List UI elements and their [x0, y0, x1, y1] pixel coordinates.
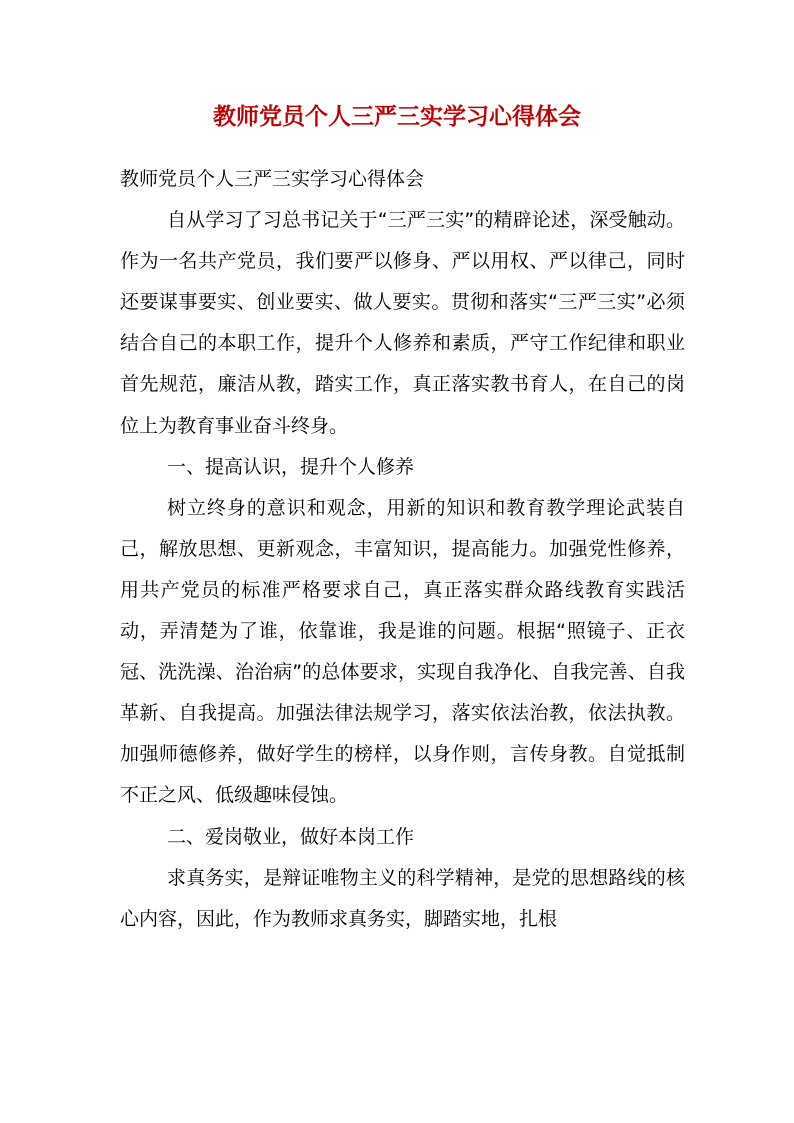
section-heading-2: 二、爱岗敬业，做好本岗工作	[167, 825, 415, 848]
paragraph-section-1: 树立终身的意识和观念，用新的知识和教育教学理论武装自己，解放思想、更新观念，丰富知识，提高能力。加强党性修养，用共产党员的标准严格要求自己，真正落实群众路线教育实践活动，弄清楚为了谁，依靠谁，我是谁的问题。根据“照镜子、正衣冠、洗洗澡、治治病”的总体要求，实现自我净化、自我完善、自我革新、自我提高。加强法律法规学习，落实依法治教，依法执教。加强师德修养，做好学生的榜样，以身作则，言传身教。自觉抵制不正之风、低级趣味侵蚀。	[120, 496, 685, 807]
document-subtitle: 教师党员个人三严三实学习心得体会	[120, 168, 425, 190]
section-heading-1: 一、提高认识，提升个人修养	[167, 455, 415, 478]
document-body	[120, 159, 685, 940]
paragraph-section-2: 求真务实，是辩证唯物主义的科学精神，是党的思想路线的核心内容，因此，作为教师求真务实，脚踏实地，扎根	[120, 866, 685, 930]
paragraph-intro: 自从学习了习总书记关于“三严三实”的精辟论述，深受触动。作为一名共产党员，我们要严以修身、严以用权、严以律己，同时还要谋事要实、创业要实、做人要实。贯彻和落实“三严三实”必须结合自己的本职工作，提升个人修养和素质，严守工作纪律和职业首先规范，廉洁从教，踏实工作，真正落实教书育人，在自己的岗位上为教育事业奋斗终身。	[120, 209, 685, 437]
document-title: 教师党员个人三严三实学习心得体会	[213, 103, 581, 130]
